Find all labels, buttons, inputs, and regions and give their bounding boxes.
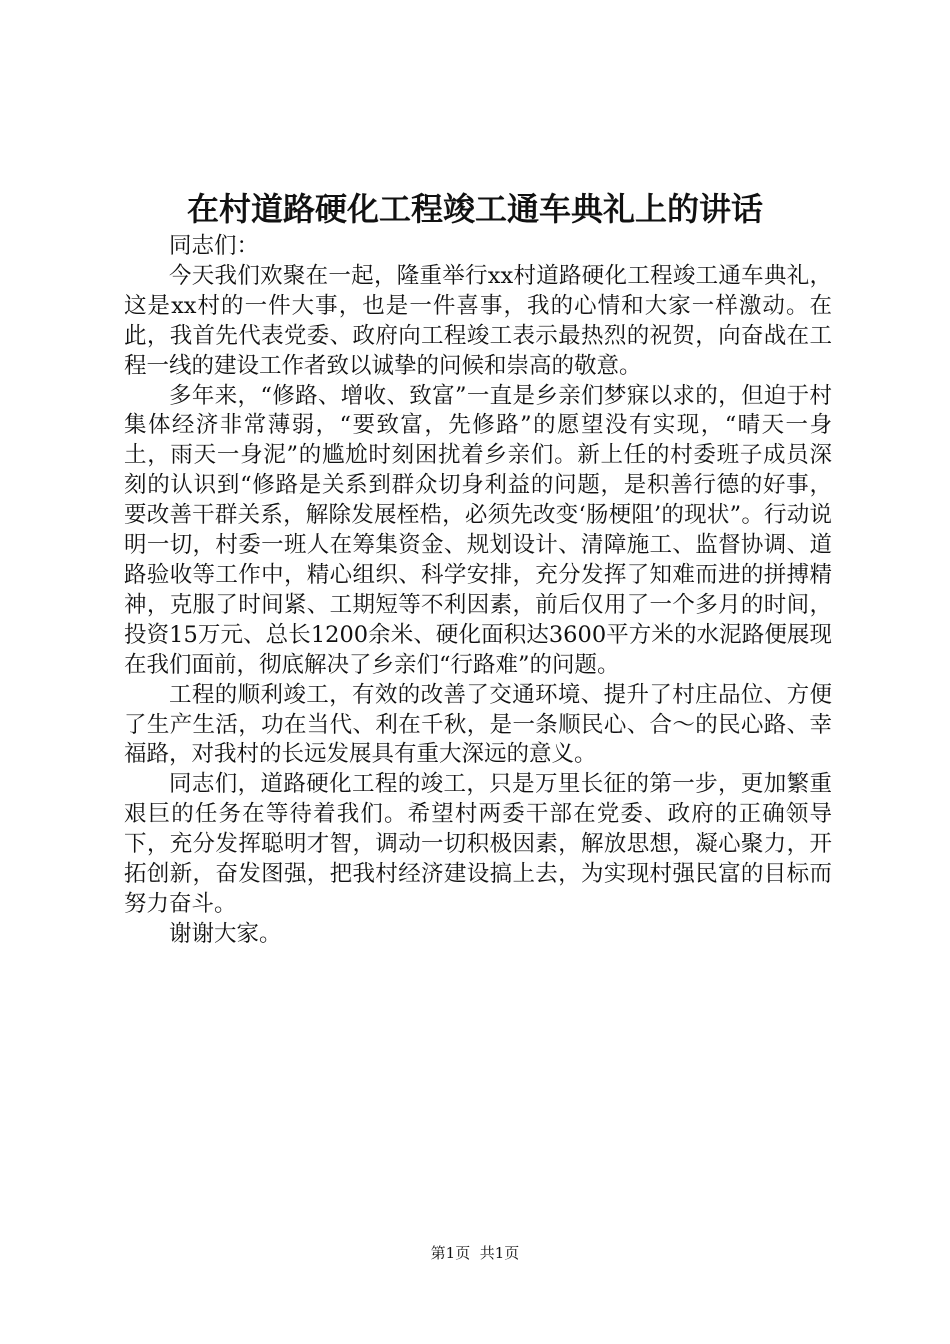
page-footer [0, 1243, 950, 1263]
paragraph-significance: 工程的顺利竣工，有效的改善了交通环境、提升了村庄品位、方便了生产生活，功在当代、利在千秋，是一条顺民心、合～的民心路、幸福路，对我村的长远发展具有重大深远的意义。 [124, 681, 832, 768]
page-total: 共1页 [479, 1244, 520, 1262]
paragraph-expectations: 同志们，道路硬化工程的竣工，只是万里长征的第一步，更加繁重艰巨的任务在等待着我们。希望村两委干部在党委、政府的正确领导下，充分发挥聪明才智，调动一切积极因素，解放思想，凝心聚力，开拓创新，奋发图强，把我村经济建设搞上去，为实现村强民富的目标而努力奋斗。 [124, 771, 832, 917]
document-title: 在村道路硬化工程竣工通车典礼上的讲话 [186, 190, 763, 228]
document-body [124, 232, 832, 950]
salutation: 同志们： [169, 233, 260, 259]
page-number: 第1页 [430, 1244, 471, 1262]
paragraph-opening: 今天我们欢聚在一起，隆重举行xx村道路硬化工程竣工通车典礼，这是xx村的一件大事，也是一件喜事，我的心情和大家一样激动。在此，我首先代表党委、政府向工程竣工表示最热烈的祝贺，向奋战在工程一线的建设工作者致以诚挚的问候和崇高的敬意。 [124, 262, 832, 379]
paragraph-background: 多年来，“修路、增收、致富”一直是乡亲们梦寐以求的，但迫于村集体经济非常薄弱，“要致富，先修路”的愿望没有实现，“晴天一身土，雨天一身泥”的尴尬时刻困扰着乡亲们。新上任的村委班子成员深刻的认识到“修路是关系到群众切身利益的问题，是积善行德的好事，要改善干群关系，解除发展桎梏，必须先改变‘肠梗阻’的现状”。行动说明一切，村委一班人在筹集资金、规划设计、清障施工、监督协调、道路验收等工作中，精心组织、科学安排，充分发挥了知难而进的拼搏精神，克服了时间紧、工期短等不利因素，前后仅用了一个多月的时间，投资15万元、总长1200余米、硬化面积达3600平方米的水泥路便展现在我们面前，彻底解决了乡亲们“行路难”的问题。 [124, 382, 832, 678]
closing-line: 谢谢大家。 [169, 920, 282, 947]
